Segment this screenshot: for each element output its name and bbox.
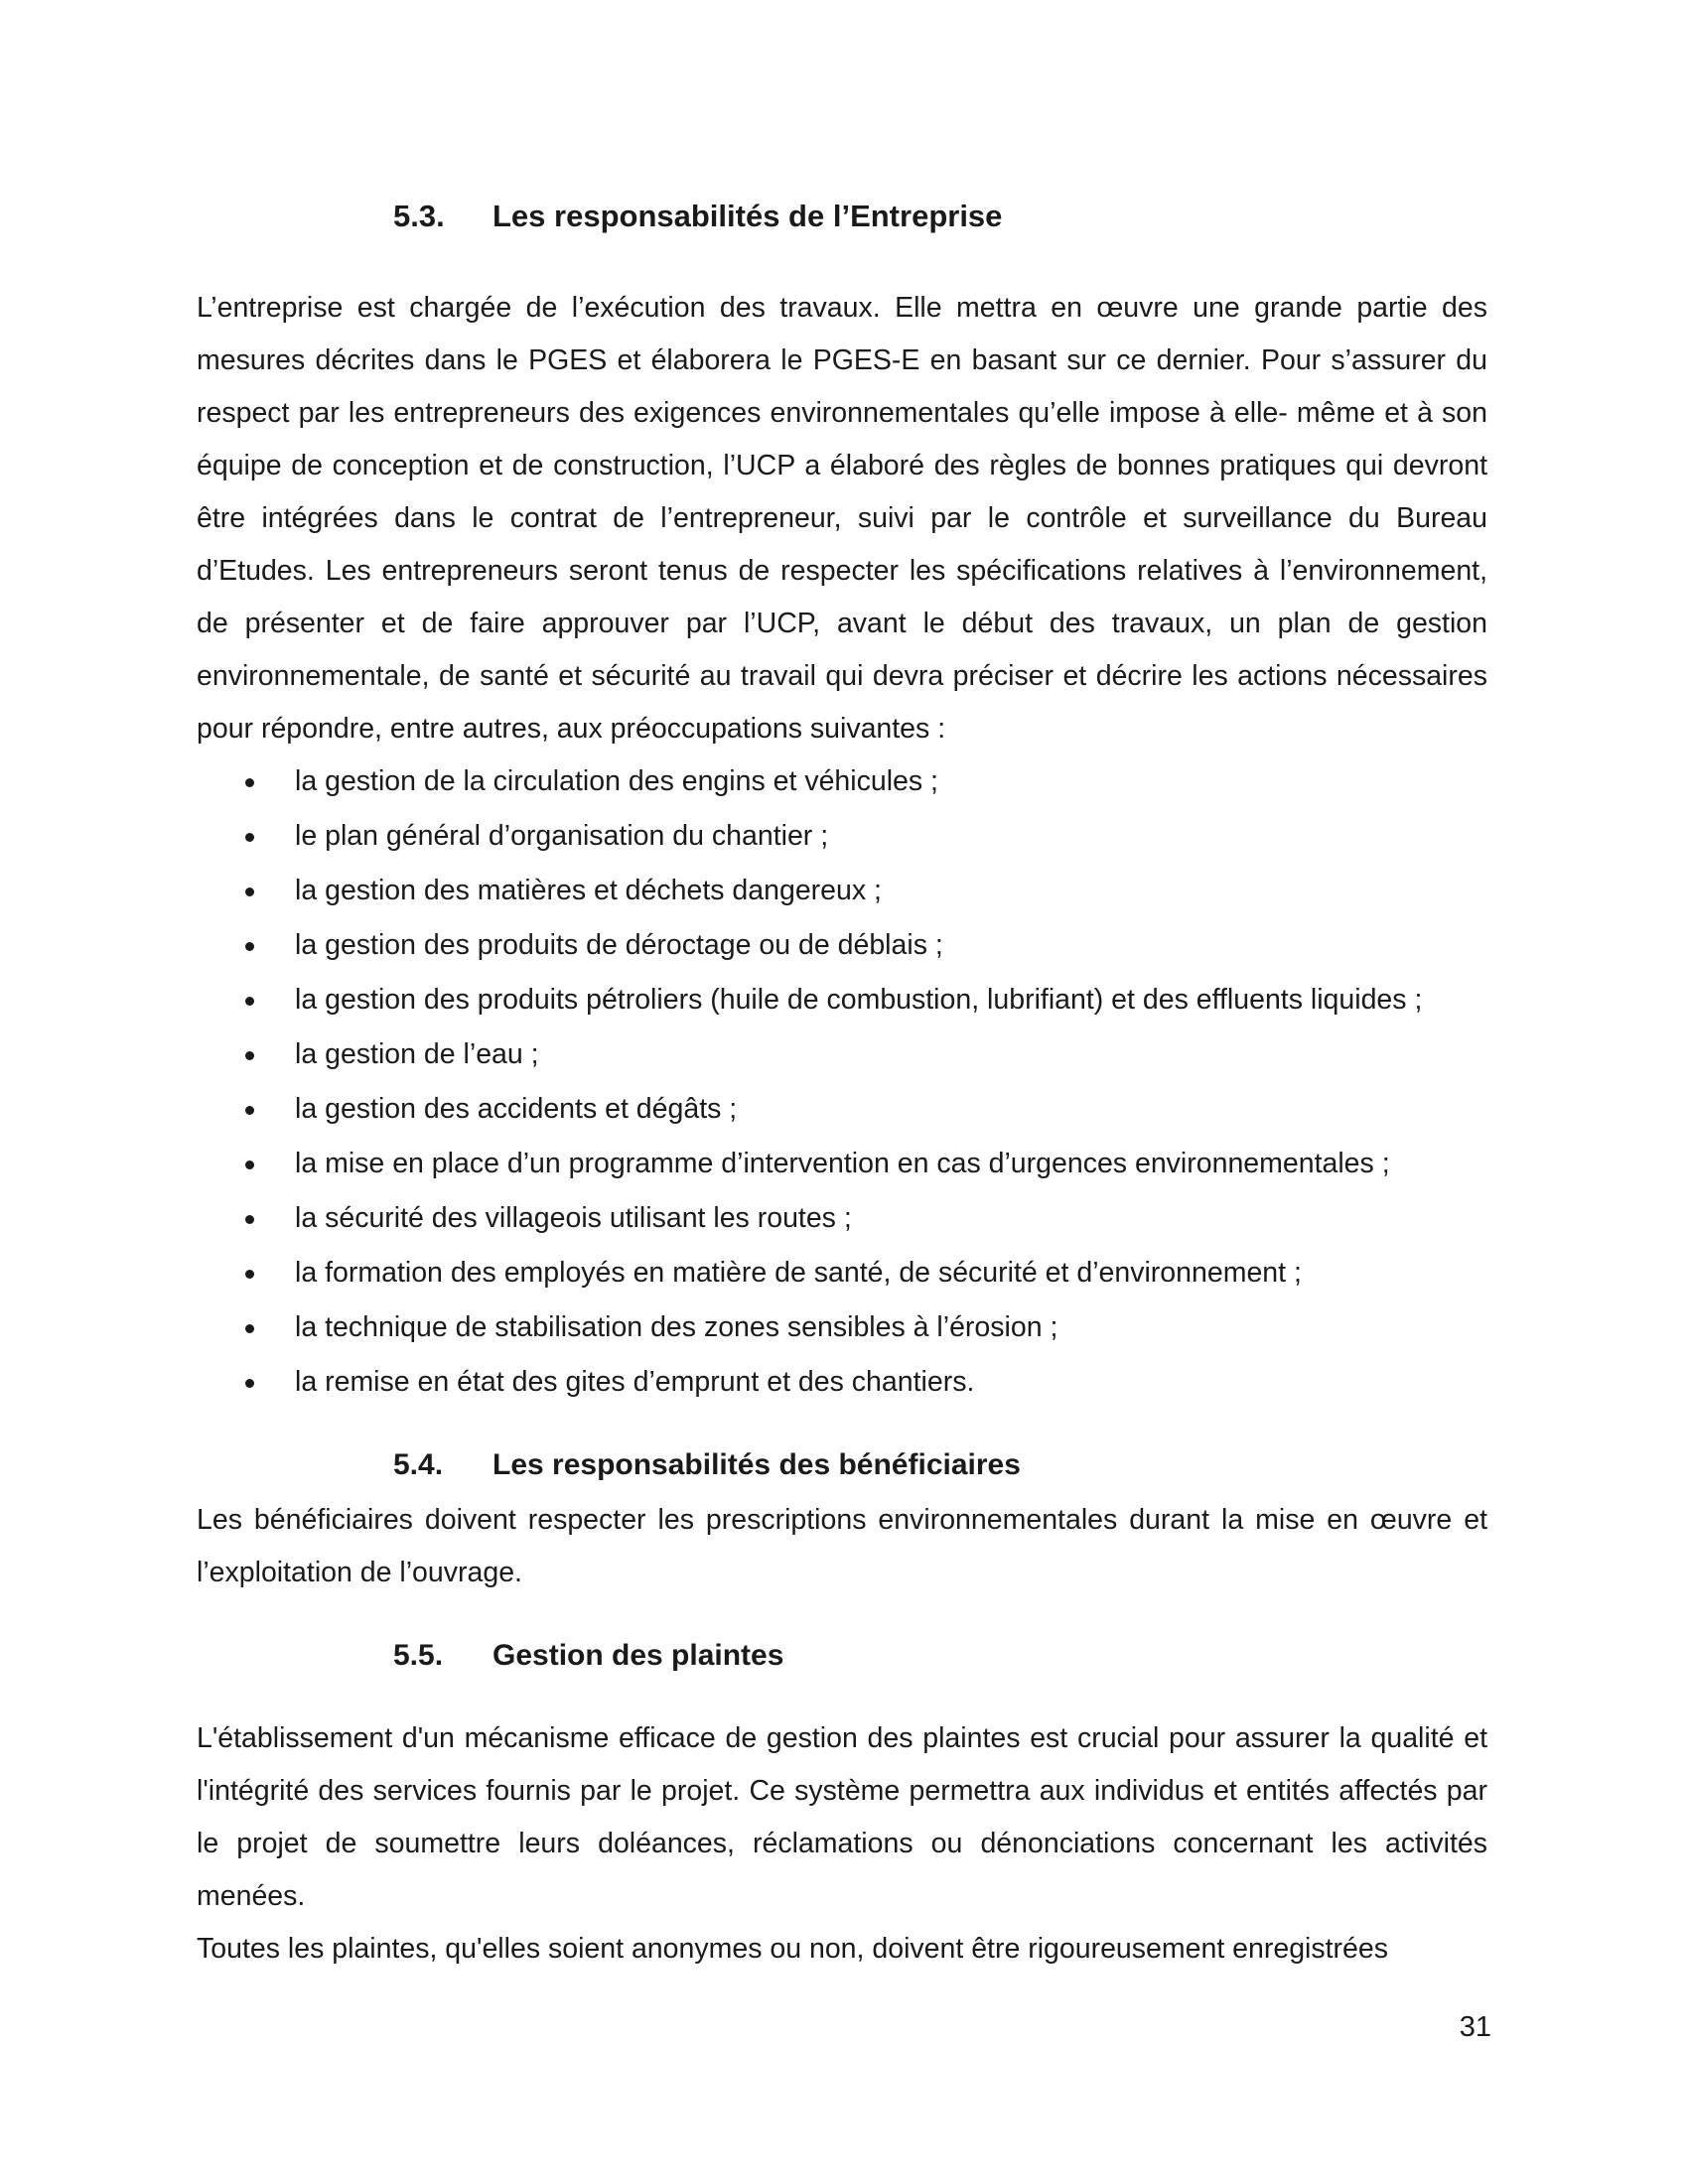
section-title: Les responsabilités des bénéficiaires (492, 1448, 1021, 1481)
list-item: la gestion des accidents et dégâts ; (197, 1082, 1507, 1137)
list-item: la technique de stabilisation des zones sensibles à l’érosion ; (197, 1300, 1507, 1355)
bullet-icon (245, 942, 254, 951)
list-item: la gestion de la circulation des engins et véhicules ; (197, 754, 1507, 809)
section-5-4-paragraph: Les bénéficiaires doivent respecter les prescriptions environnementales durant la mise en œuvre et l’exploitation de l’ouvrage. (197, 1504, 1487, 1588)
bullet-icon (245, 1270, 254, 1279)
list-item: la gestion des matières et déchets dangereux ; (197, 864, 1507, 918)
section-title: Gestion des plaintes (492, 1639, 784, 1672)
section-title: Les responsabilités de l’Entreprise (492, 199, 1003, 233)
section-number: 5.5. (393, 1639, 444, 1672)
section-number: 5.4. (393, 1448, 444, 1481)
section-5-5-paragraph-2: Toutes les plaintes, qu'elles soient anonymes ou non, doivent être rigoureusement enregistrées (197, 1933, 1388, 1965)
bullet-icon (245, 1106, 254, 1115)
bullet-icon (245, 1215, 254, 1224)
bullet-icon (245, 887, 254, 896)
list-item: la gestion des produits de déroctage ou de déblais ; (197, 918, 1507, 973)
list-item: la gestion des produits pétroliers (huile de combustion, lubrifiant) et des effluents liquides ; (197, 973, 1507, 1027)
section-heading-5-3 (393, 197, 1002, 236)
bullet-icon (245, 1051, 254, 1060)
bullet-icon (245, 1379, 254, 1388)
list-item: la gestion de l’eau ; (197, 1027, 1507, 1082)
list-item: la sécurité des villageois utilisant les routes ; (197, 1191, 1507, 1246)
bullet-icon (245, 997, 254, 1006)
bullet-icon (245, 833, 254, 842)
bullet-icon (245, 778, 254, 787)
section-heading-5-4 (393, 1445, 1021, 1485)
section-heading-5-5 (393, 1636, 783, 1676)
list-item: la remise en état des gites d’emprunt et des chantiers. (197, 1355, 1507, 1410)
bullet-icon (245, 1324, 254, 1333)
bullet-icon (245, 1160, 254, 1169)
section-number: 5.3. (393, 199, 445, 233)
page-number: 31 (1459, 2011, 1491, 2043)
list-item: la mise en place d’un programme d’intervention en cas d’urgences environnementales ; (197, 1137, 1507, 1191)
section-5-5-paragraph-1: L'établissement d'un mécanisme efficace de gestion des plaintes est crucial pour assurer la qualité et l'intégrité des services fournis par le projet. Ce système permettra aux individus et entités affectés par le projet de soumettre leurs doléances, réclamations ou dénonciations concernant les activités menées. (197, 1722, 1487, 1912)
list-item: le plan général d’organisation du chantier ; (197, 809, 1507, 864)
concerns-bullet-list (197, 754, 1507, 1410)
section-5-3-paragraph: L’entreprise est chargée de l’exécution des travaux. Elle mettra en œuvre une grande partie des mesures décrites dans le PGES et élaborera le PGES-E en basant sur ce dernier. Pour s’assurer du respect par les entrepreneurs des exigences environnementales qu’elle impose à elle- même et à son équipe de conception et de construction, l’UCP a élaboré des règles de bonnes pratiques qui devront être intégrées dans le contrat de l’entrepreneur, suivi par le contrôle et surveillance du Bureau d’Etudes. Les entrepreneurs seront tenus de respecter les spécifications relatives à l’environnement, de présenter et de faire approuver par l’UCP, avant le début des travaux, un plan de gestion environnementale, de santé et sécurité au travail qui devra préciser et décrire les actions nécessaires pour répondre, entre autres, aux préoccupations suivantes : (197, 292, 1487, 745)
list-item: la formation des employés en matière de santé, de sécurité et d’environnement ; (197, 1246, 1507, 1300)
